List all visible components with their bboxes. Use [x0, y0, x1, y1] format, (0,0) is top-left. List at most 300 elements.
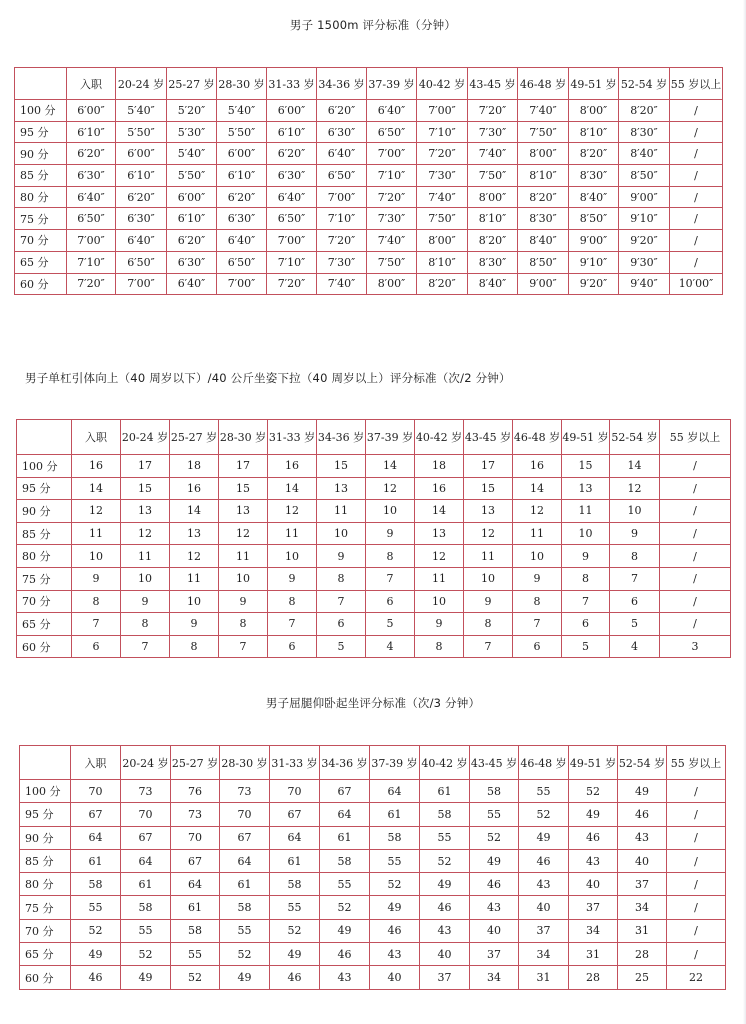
- table-row: [15, 121, 723, 143]
- value-cell: /: [660, 522, 731, 545]
- value-cell: 7′00″: [367, 143, 417, 165]
- table-row: [20, 803, 726, 826]
- value-cell: 49: [470, 849, 519, 872]
- table-row: [15, 273, 723, 295]
- value-cell: 9: [464, 590, 513, 613]
- value-cell: 7: [366, 567, 415, 590]
- value-cell: /: [667, 919, 726, 942]
- value-cell: 46: [320, 943, 370, 966]
- value-cell: 7′00″: [317, 186, 367, 208]
- header-cell: 40-42 岁: [415, 420, 464, 455]
- value-cell: 8′50″: [619, 165, 670, 187]
- value-cell: 6′20″: [167, 230, 217, 252]
- value-cell: 8′00″: [569, 100, 619, 122]
- value-cell: 8′00″: [518, 143, 569, 165]
- value-cell: 6′50″: [67, 208, 116, 230]
- value-cell: 15: [464, 477, 513, 500]
- value-cell: 6′20″: [267, 143, 317, 165]
- value-cell: 37: [519, 919, 569, 942]
- header-cell: 49-51 岁: [569, 68, 619, 100]
- value-cell: 17: [464, 455, 513, 478]
- value-cell: 8′40″: [468, 273, 518, 295]
- value-cell: 8′00″: [417, 230, 468, 252]
- value-cell: 12: [219, 522, 268, 545]
- value-cell: 49: [320, 919, 370, 942]
- table-row: [15, 230, 723, 252]
- value-cell: 61: [420, 780, 470, 803]
- value-cell: 52: [320, 896, 370, 919]
- value-cell: 7′40″: [367, 230, 417, 252]
- header-cell: 34-36 岁: [320, 746, 370, 780]
- value-cell: 6′40″: [267, 186, 317, 208]
- value-cell: 49: [420, 873, 470, 896]
- value-cell: 6: [610, 590, 660, 613]
- value-cell: 7: [464, 635, 513, 658]
- value-cell: 5: [366, 613, 415, 636]
- value-cell: 8′30″: [518, 208, 569, 230]
- header-row: [20, 746, 726, 780]
- value-cell: 7′20″: [317, 230, 367, 252]
- value-cell: 11: [170, 567, 219, 590]
- value-cell: 3: [660, 635, 731, 658]
- value-cell: 6′20″: [67, 143, 116, 165]
- score-label-cell: 85 分: [15, 165, 67, 187]
- value-cell: 8′00″: [468, 186, 518, 208]
- value-cell: 67: [171, 849, 220, 872]
- header-cell: 20-24 岁: [116, 68, 167, 100]
- table-row: [20, 873, 726, 896]
- value-cell: 7′20″: [417, 143, 468, 165]
- score-label-cell: 75 分: [15, 208, 67, 230]
- value-cell: 37: [470, 943, 519, 966]
- value-cell: 6′50″: [317, 165, 367, 187]
- value-cell: 9′00″: [518, 273, 569, 295]
- value-cell: /: [660, 590, 731, 613]
- table-row: [15, 165, 723, 187]
- value-cell: 31: [519, 966, 569, 989]
- value-cell: /: [670, 251, 723, 273]
- value-cell: 9′10″: [569, 251, 619, 273]
- value-cell: 10: [464, 567, 513, 590]
- value-cell: 61: [171, 896, 220, 919]
- table-row: [20, 943, 726, 966]
- value-cell: 58: [71, 873, 121, 896]
- score-label-cell: 100 分: [15, 100, 67, 122]
- table-row: [17, 522, 731, 545]
- value-cell: 15: [219, 477, 268, 500]
- value-cell: 7: [219, 635, 268, 658]
- value-cell: 25: [618, 966, 667, 989]
- value-cell: 52: [220, 943, 270, 966]
- value-cell: 34: [618, 896, 667, 919]
- value-cell: 22: [667, 966, 726, 989]
- value-cell: 8: [562, 567, 610, 590]
- value-cell: 70: [71, 780, 121, 803]
- value-cell: /: [660, 545, 731, 568]
- header-cell: 37-39 岁: [370, 746, 420, 780]
- header-cell: 49-51 岁: [562, 420, 610, 455]
- score-label-cell: 60 分: [20, 966, 71, 989]
- value-cell: 46: [519, 849, 569, 872]
- table-1500m: [14, 67, 723, 295]
- value-cell: 15: [317, 455, 366, 478]
- value-cell: 6′20″: [317, 100, 367, 122]
- value-cell: 40: [370, 966, 420, 989]
- value-cell: 61: [71, 849, 121, 872]
- table-row: [17, 567, 731, 590]
- header-cell: 37-39 岁: [367, 68, 417, 100]
- value-cell: 64: [370, 780, 420, 803]
- header-cell: 28-30 岁: [219, 420, 268, 455]
- header-cell: 34-36 岁: [317, 420, 366, 455]
- value-cell: 14: [513, 477, 562, 500]
- value-cell: 43: [370, 943, 420, 966]
- value-cell: 8′40″: [518, 230, 569, 252]
- value-cell: 8′20″: [619, 100, 670, 122]
- value-cell: /: [667, 849, 726, 872]
- value-cell: 12: [415, 545, 464, 568]
- value-cell: 7′10″: [417, 121, 468, 143]
- value-cell: 7′00″: [67, 230, 116, 252]
- value-cell: 52: [270, 919, 320, 942]
- value-cell: 10: [317, 522, 366, 545]
- value-cell: 5′40″: [167, 143, 217, 165]
- header-row: [17, 420, 731, 455]
- table-row: [15, 143, 723, 165]
- value-cell: 9: [610, 522, 660, 545]
- value-cell: 5′20″: [167, 100, 217, 122]
- value-cell: 8′20″: [417, 273, 468, 295]
- value-cell: 40: [618, 849, 667, 872]
- value-cell: 6: [72, 635, 121, 658]
- value-cell: 6′40″: [116, 230, 167, 252]
- value-cell: /: [667, 803, 726, 826]
- value-cell: 6′40″: [317, 143, 367, 165]
- value-cell: 64: [220, 849, 270, 872]
- value-cell: /: [667, 943, 726, 966]
- value-cell: 12: [268, 500, 317, 523]
- value-cell: 8′40″: [569, 186, 619, 208]
- score-label-cell: 70 分: [20, 919, 71, 942]
- table-row: [17, 477, 731, 500]
- header-cell: 入职: [67, 68, 116, 100]
- value-cell: 61: [220, 873, 270, 896]
- value-cell: 8′20″: [518, 186, 569, 208]
- value-cell: 16: [170, 477, 219, 500]
- value-cell: 10: [610, 500, 660, 523]
- value-cell: 8: [366, 545, 415, 568]
- value-cell: 58: [320, 849, 370, 872]
- value-cell: 9′00″: [569, 230, 619, 252]
- value-cell: 52: [569, 780, 618, 803]
- value-cell: 6′30″: [217, 208, 267, 230]
- value-cell: 46: [618, 803, 667, 826]
- value-cell: 7′40″: [518, 100, 569, 122]
- value-cell: 6′00″: [167, 186, 217, 208]
- value-cell: 52: [470, 826, 519, 849]
- value-cell: 52: [420, 849, 470, 872]
- header-cell: 52-54 岁: [618, 746, 667, 780]
- score-label-cell: 60 分: [15, 273, 67, 295]
- value-cell: 12: [72, 500, 121, 523]
- value-cell: 67: [320, 780, 370, 803]
- value-cell: 7′00″: [217, 273, 267, 295]
- value-cell: 40: [569, 873, 618, 896]
- header-cell: 43-45 岁: [470, 746, 519, 780]
- value-cell: 10: [513, 545, 562, 568]
- value-cell: 6′40″: [167, 273, 217, 295]
- score-label-cell: 95 分: [17, 477, 72, 500]
- value-cell: 6′20″: [116, 186, 167, 208]
- value-cell: 67: [71, 803, 121, 826]
- score-label-cell: 65 分: [17, 613, 72, 636]
- value-cell: 6′40″: [217, 230, 267, 252]
- value-cell: /: [667, 896, 726, 919]
- value-cell: 6: [268, 635, 317, 658]
- table-row: [15, 100, 723, 122]
- table-row: [15, 208, 723, 230]
- value-cell: 43: [320, 966, 370, 989]
- value-cell: 13: [415, 522, 464, 545]
- value-cell: 7′30″: [417, 165, 468, 187]
- score-label-cell: 85 分: [17, 522, 72, 545]
- score-label-cell: 95 分: [20, 803, 71, 826]
- value-cell: 55: [370, 849, 420, 872]
- value-cell: 49: [569, 803, 618, 826]
- value-cell: 49: [121, 966, 171, 989]
- value-cell: 8′00″: [367, 273, 417, 295]
- value-cell: 7′20″: [267, 273, 317, 295]
- value-cell: 9: [268, 567, 317, 590]
- value-cell: 18: [415, 455, 464, 478]
- value-cell: 49: [270, 943, 320, 966]
- value-cell: 8′10″: [569, 121, 619, 143]
- value-cell: 37: [618, 873, 667, 896]
- value-cell: 7: [268, 613, 317, 636]
- value-cell: 5′50″: [217, 121, 267, 143]
- value-cell: 6′40″: [67, 186, 116, 208]
- value-cell: 55: [171, 943, 220, 966]
- header-cell: 20-24 岁: [121, 420, 170, 455]
- table-1500m-title: 男子 1500m 评分标准（分钟）: [289, 18, 457, 32]
- value-cell: 5: [610, 613, 660, 636]
- value-cell: 6: [513, 635, 562, 658]
- value-cell: 7′40″: [417, 186, 468, 208]
- value-cell: 58: [220, 896, 270, 919]
- value-cell: 5′30″: [167, 121, 217, 143]
- value-cell: 9: [72, 567, 121, 590]
- value-cell: 49: [71, 943, 121, 966]
- value-cell: 6′40″: [367, 100, 417, 122]
- score-label-cell: 80 分: [20, 873, 71, 896]
- value-cell: /: [670, 230, 723, 252]
- value-cell: 14: [170, 500, 219, 523]
- value-cell: 58: [470, 780, 519, 803]
- value-cell: 14: [610, 455, 660, 478]
- value-cell: 7′40″: [468, 143, 518, 165]
- value-cell: 7′50″: [367, 251, 417, 273]
- value-cell: 52: [370, 873, 420, 896]
- value-cell: 40: [420, 943, 470, 966]
- value-cell: 58: [270, 873, 320, 896]
- value-cell: 6′00″: [116, 143, 167, 165]
- value-cell: 6: [562, 613, 610, 636]
- value-cell: 11: [72, 522, 121, 545]
- value-cell: 7′10″: [267, 251, 317, 273]
- value-cell: 46: [420, 896, 470, 919]
- value-cell: 28: [569, 966, 618, 989]
- table-row: [20, 919, 726, 942]
- value-cell: 11: [415, 567, 464, 590]
- value-cell: /: [670, 100, 723, 122]
- value-cell: 37: [569, 896, 618, 919]
- table-row: [17, 500, 731, 523]
- value-cell: 55: [420, 826, 470, 849]
- value-cell: /: [670, 165, 723, 187]
- table-row: [17, 613, 731, 636]
- value-cell: 10: [562, 522, 610, 545]
- value-cell: 67: [121, 826, 171, 849]
- value-cell: 8: [317, 567, 366, 590]
- value-cell: 8: [219, 613, 268, 636]
- value-cell: 49: [519, 826, 569, 849]
- header-cell: 43-45 岁: [468, 68, 518, 100]
- value-cell: 4: [366, 635, 415, 658]
- header-cell: 25-27 岁: [170, 420, 219, 455]
- score-label-cell: 90 分: [17, 500, 72, 523]
- header-cell: 55 岁以上: [660, 420, 731, 455]
- table-pullup-title: 男子单杠引体向上（40 周岁以下）/40 公斤坐姿下拉（40 周岁以上）评分标准（次/2 分钟）: [25, 371, 511, 385]
- value-cell: 10: [121, 567, 170, 590]
- value-cell: 43: [420, 919, 470, 942]
- value-cell: 70: [121, 803, 171, 826]
- value-cell: 55: [470, 803, 519, 826]
- value-cell: 8′40″: [619, 143, 670, 165]
- value-cell: 64: [121, 849, 171, 872]
- header-cell: 52-54 岁: [619, 68, 670, 100]
- header-cell: 28-30 岁: [217, 68, 267, 100]
- table-row: [20, 826, 726, 849]
- value-cell: 7: [513, 613, 562, 636]
- value-cell: /: [670, 143, 723, 165]
- value-cell: 7′00″: [116, 273, 167, 295]
- value-cell: 4: [610, 635, 660, 658]
- value-cell: 7: [610, 567, 660, 590]
- value-cell: 13: [562, 477, 610, 500]
- value-cell: 49: [618, 780, 667, 803]
- value-cell: 70: [220, 803, 270, 826]
- value-cell: 61: [121, 873, 171, 896]
- header-cell: 37-39 岁: [366, 420, 415, 455]
- value-cell: 6′00″: [217, 143, 267, 165]
- value-cell: 40: [519, 896, 569, 919]
- value-cell: 12: [513, 500, 562, 523]
- value-cell: 43: [519, 873, 569, 896]
- value-cell: 11: [121, 545, 170, 568]
- value-cell: 8: [170, 635, 219, 658]
- value-cell: 14: [415, 500, 464, 523]
- value-cell: 7′30″: [367, 208, 417, 230]
- table-situp-title: 男子屈腿仰卧起坐评分标准（次/3 分钟）: [265, 696, 481, 710]
- value-cell: 11: [513, 522, 562, 545]
- value-cell: 11: [268, 522, 317, 545]
- value-cell: 34: [470, 966, 519, 989]
- value-cell: 6′30″: [116, 208, 167, 230]
- value-cell: 9: [121, 590, 170, 613]
- value-cell: 8′50″: [569, 208, 619, 230]
- value-cell: 5′50″: [116, 121, 167, 143]
- value-cell: 16: [72, 455, 121, 478]
- value-cell: 73: [220, 780, 270, 803]
- value-cell: 13: [170, 522, 219, 545]
- value-cell: 9: [366, 522, 415, 545]
- value-cell: 37: [420, 966, 470, 989]
- value-cell: 7′30″: [468, 121, 518, 143]
- value-cell: /: [667, 826, 726, 849]
- value-cell: 11: [464, 545, 513, 568]
- value-cell: 55: [121, 919, 171, 942]
- value-cell: 52: [171, 966, 220, 989]
- score-label-cell: 80 分: [15, 186, 67, 208]
- table-row: [20, 849, 726, 872]
- value-cell: 8′30″: [569, 165, 619, 187]
- header-cell: 28-30 岁: [220, 746, 270, 780]
- value-cell: 8′10″: [417, 251, 468, 273]
- value-cell: 9′30″: [619, 251, 670, 273]
- value-cell: 11: [219, 545, 268, 568]
- value-cell: 40: [470, 919, 519, 942]
- value-cell: 61: [270, 849, 320, 872]
- score-label-cell: 100 分: [17, 455, 72, 478]
- value-cell: 73: [171, 803, 220, 826]
- score-label-cell: 75 分: [20, 896, 71, 919]
- value-cell: 12: [121, 522, 170, 545]
- value-cell: 6′00″: [267, 100, 317, 122]
- value-cell: 7′20″: [67, 273, 116, 295]
- value-cell: 7′50″: [518, 121, 569, 143]
- header-cell: 31-33 岁: [267, 68, 317, 100]
- value-cell: 15: [121, 477, 170, 500]
- value-cell: 49: [220, 966, 270, 989]
- value-cell: 12: [610, 477, 660, 500]
- value-cell: 6′30″: [167, 251, 217, 273]
- value-cell: 17: [121, 455, 170, 478]
- value-cell: 14: [268, 477, 317, 500]
- score-label-cell: 70 分: [17, 590, 72, 613]
- header-cell: 43-45 岁: [464, 420, 513, 455]
- header-cell: 31-33 岁: [270, 746, 320, 780]
- header-cell: 25-27 岁: [171, 746, 220, 780]
- score-label-cell: 95 分: [15, 121, 67, 143]
- value-cell: 6′10″: [167, 208, 217, 230]
- value-cell: 34: [519, 943, 569, 966]
- value-cell: 16: [268, 455, 317, 478]
- header-corner-cell: [20, 746, 71, 780]
- value-cell: 8: [610, 545, 660, 568]
- value-cell: 34: [569, 919, 618, 942]
- value-cell: 67: [220, 826, 270, 849]
- header-cell: 52-54 岁: [610, 420, 660, 455]
- value-cell: /: [660, 613, 731, 636]
- value-cell: 6′30″: [317, 121, 367, 143]
- value-cell: 58: [420, 803, 470, 826]
- value-cell: 8′30″: [619, 121, 670, 143]
- value-cell: /: [660, 500, 731, 523]
- value-cell: /: [670, 121, 723, 143]
- value-cell: 7′10″: [367, 165, 417, 187]
- value-cell: 31: [618, 919, 667, 942]
- value-cell: 6′10″: [67, 121, 116, 143]
